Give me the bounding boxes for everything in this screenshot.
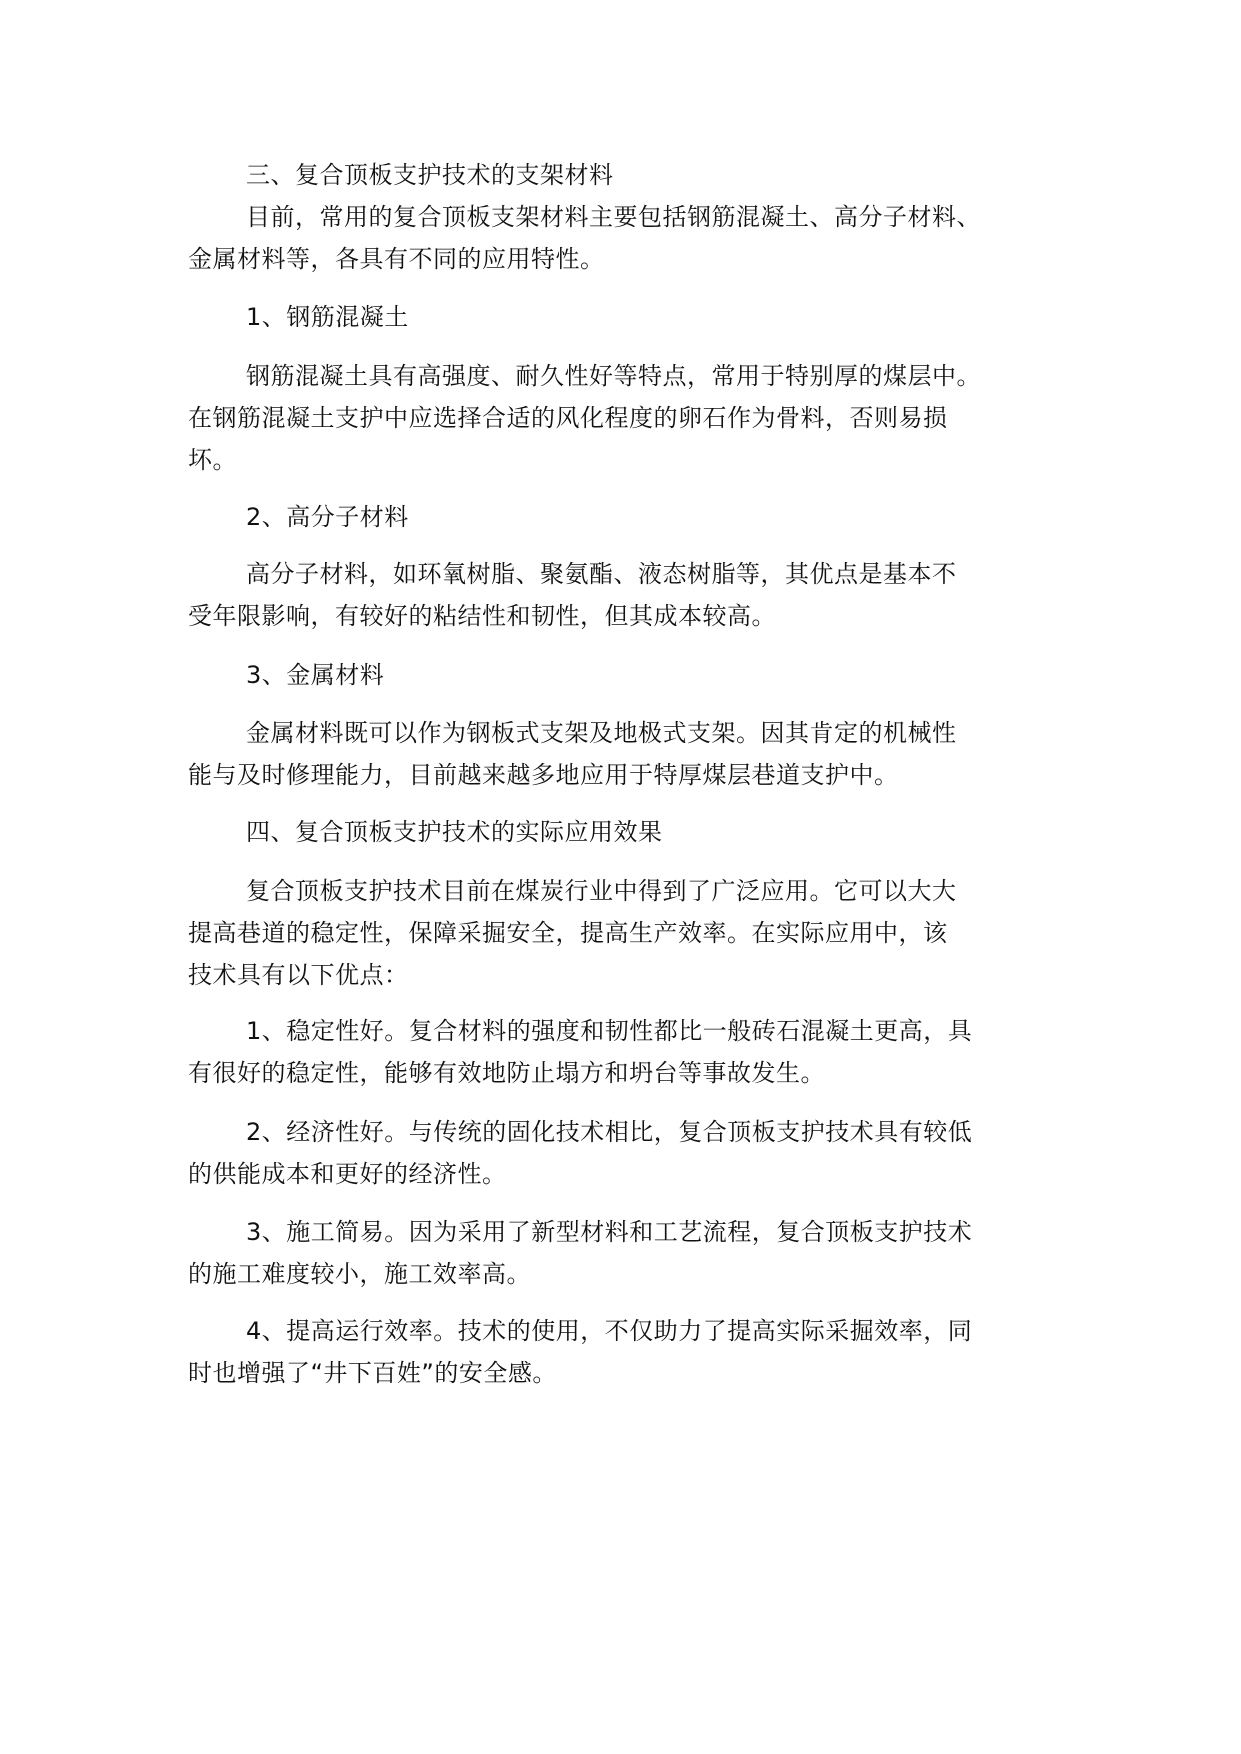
paragraph-line: 时也增强了“井下百姓”的安全感。: [188, 1359, 557, 1387]
advantage-4: [188, 1310, 1068, 1394]
section-heading-4: [188, 811, 1068, 853]
paragraph-line: 1、稳定性好。复合材料的强度和韧性都比一般砖石混凝土更高，具: [246, 1017, 973, 1045]
paragraph-line: 能与及时修理能力，目前越来越多地应用于特厚煤层巷道支护中。: [188, 761, 899, 789]
advantage-3: [188, 1211, 1068, 1295]
heading-line: 四、复合顶板支护技术的实际应用效果: [246, 818, 663, 846]
paragraph-line: 2、经济性好。与传统的固化技术相比，复合顶板支护技术具有较低: [246, 1118, 973, 1146]
paragraph-1: [188, 355, 1068, 481]
subheading-1: [188, 296, 1068, 338]
paragraph-intro: [188, 196, 1068, 280]
subheading-2: [188, 496, 1068, 538]
section-heading-3: [188, 154, 1068, 196]
paragraph-line: 钢筋混凝土具有高强度、耐久性好等特点，常用于特别厚的煤层中。: [246, 362, 981, 390]
subheading-line: 2、高分子材料: [246, 503, 409, 531]
paragraph-line: 金属材料等，各具有不同的应用特性。: [188, 245, 605, 273]
paragraph-line: 目前，常用的复合顶板支架材料主要包括钢筋混凝土、高分子材料、: [246, 203, 981, 231]
paragraph-2: [188, 553, 1068, 637]
paragraph-3: [188, 712, 1068, 796]
paragraph-line: 3、施工简易。因为采用了新型材料和工艺流程，复合顶板支护技术: [246, 1218, 973, 1246]
paragraph-4: [188, 870, 1068, 996]
paragraph-line: 的施工难度较小，施工效率高。: [188, 1260, 531, 1288]
advantage-1: [188, 1010, 1068, 1094]
paragraph-line: 在钢筋混凝土支护中应选择合适的风化程度的卵石作为骨料，否则易损: [188, 404, 948, 432]
heading-line: 三、复合顶板支护技术的支架材料: [246, 161, 614, 189]
subheading-line: 1、钢筋混凝土: [246, 303, 409, 331]
subheading-3: [188, 654, 1068, 696]
subheading-line: 3、金属材料: [246, 661, 385, 689]
paragraph-line: 复合顶板支护技术目前在煤炭行业中得到了广泛应用。它可以大大: [246, 877, 957, 905]
advantage-2: [188, 1111, 1068, 1195]
paragraph-line: 4、提高运行效率。技术的使用，不仅助力了提高实际采掘效率，同: [246, 1317, 973, 1345]
paragraph-line: 提高巷道的稳定性，保障采掘安全，提高生产效率。在实际应用中，该: [188, 919, 948, 947]
paragraph-line: 高分子材料，如环氧树脂、聚氨酯、液态树脂等，其优点是基本不: [246, 560, 957, 588]
paragraph-line: 坏。: [188, 446, 237, 474]
paragraph-line: 技术具有以下优点：: [188, 961, 409, 989]
paragraph-line: 受年限影响，有较好的粘结性和韧性，但其成本较高。: [188, 602, 776, 630]
paragraph-line: 的供能成本和更好的经济性。: [188, 1160, 507, 1188]
paragraph-line: 有很好的稳定性，能够有效地防止塌方和坍台等事故发生。: [188, 1059, 825, 1087]
paragraph-line: 金属材料既可以作为钢板式支架及地极式支架。因其肯定的机械性: [246, 719, 957, 747]
